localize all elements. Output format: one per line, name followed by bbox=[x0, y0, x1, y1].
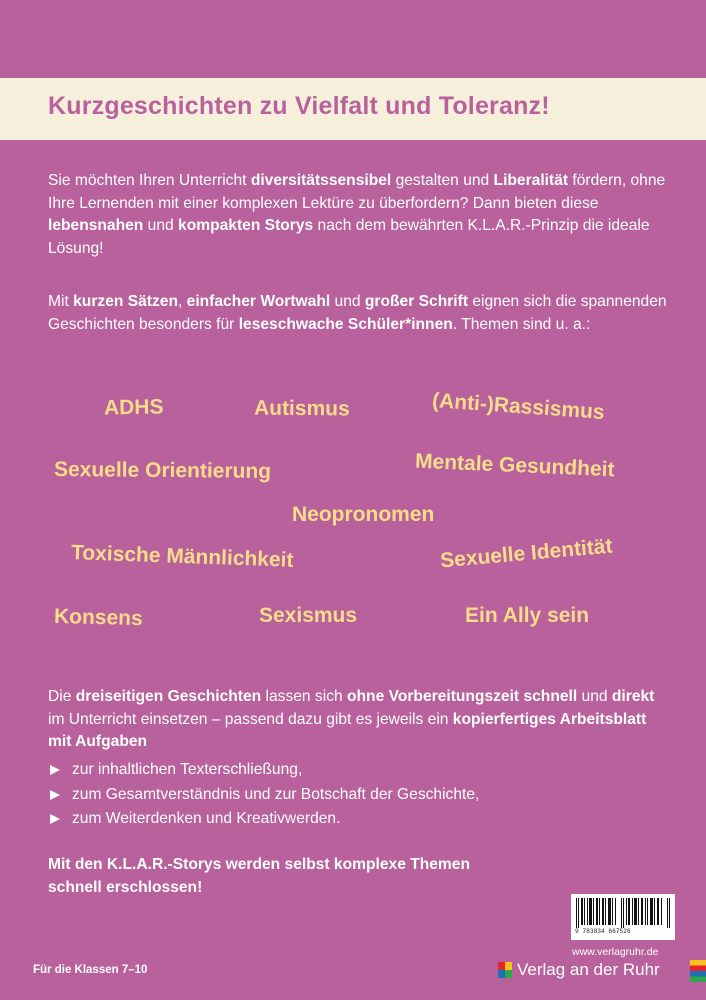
usage-text-3: und bbox=[577, 688, 612, 705]
topic-neopronomen: Neopronomen bbox=[292, 503, 435, 526]
features-text-4: eignen sich die spannenden Geschichten besonders für bbox=[48, 293, 667, 333]
barcode-digits: 9 783834 667526 bbox=[575, 928, 631, 935]
features-text-1: Mit bbox=[48, 293, 74, 310]
usage-bold-3: direkt bbox=[611, 688, 655, 705]
task-text: zum Weiterdenken und Kreativwerden. bbox=[72, 810, 341, 827]
intro-text-4: und bbox=[143, 217, 179, 234]
task-list-item bbox=[48, 758, 479, 783]
task-text: zur inhaltlichen Texterschließung, bbox=[72, 761, 303, 778]
triangle-bullet-icon bbox=[50, 790, 60, 800]
features-paragraph bbox=[48, 291, 668, 336]
topic-konsens: Konsens bbox=[53, 604, 143, 631]
publisher-name: Verlag an der Ruhr bbox=[517, 960, 660, 979]
usage-text-1: Die bbox=[48, 688, 76, 705]
usage-text-4: im Unterricht einsetzen – passend dazu gibt es jeweils ein bbox=[48, 710, 453, 728]
intro-bold-3: lebensnahen bbox=[48, 217, 144, 234]
headline: Kurzgeschichten zu Vielfalt und Toleranz! bbox=[48, 92, 550, 120]
topic-sexuelle-identitaet: Sexuelle Identität bbox=[439, 534, 614, 573]
usage-paragraph bbox=[48, 686, 668, 754]
features-bold-4: leseschwache Schüler*innen bbox=[238, 315, 453, 333]
publisher-website: www.verlagruhr.de bbox=[572, 946, 659, 958]
triangle-bullet-icon bbox=[50, 765, 60, 775]
intro-text-1: Sie möchten Ihren Unterricht bbox=[48, 172, 251, 189]
features-bold-3: großer Schrift bbox=[364, 293, 469, 310]
usage-bold-1: dreiseitigen Geschichten bbox=[75, 688, 262, 705]
topic-autismus: Autismus bbox=[253, 396, 350, 421]
color-stripes-icon bbox=[690, 960, 706, 982]
intro-bold-2: Liberalität bbox=[493, 172, 569, 189]
barcode bbox=[571, 894, 675, 940]
topic-antirassismus: (Anti-)Rassismus bbox=[431, 389, 606, 424]
publisher-mark-icon bbox=[498, 962, 512, 978]
intro-text-2: gestalten und bbox=[391, 172, 494, 189]
headline-banner bbox=[0, 78, 706, 140]
intro-text-3: fördern, ohne Ihre Lernenden mit einer komplexen Lektüre zu überfordern? Dann bieten diese bbox=[48, 172, 666, 212]
features-text-5: . Themen sind u. a.: bbox=[452, 315, 591, 333]
intro-text-5: nach dem bewährten K.L.A.R.-Prinzip die ideale Lösung! bbox=[48, 217, 650, 257]
features-text-2: , bbox=[177, 293, 187, 310]
target-grade-label: Für die Klassen 7–10 bbox=[33, 964, 148, 976]
barcode-bars-icon bbox=[576, 898, 670, 928]
intro-paragraph bbox=[48, 170, 668, 260]
features-bold-2: einfacher Wortwahl bbox=[186, 293, 331, 310]
topic-ein-ally-sein: Ein Ally sein bbox=[465, 604, 590, 627]
features-text-3: und bbox=[330, 293, 365, 310]
topic-sexismus: Sexismus bbox=[259, 604, 358, 627]
topic-mentale-gesundheit: Mentale Gesundheit bbox=[414, 449, 615, 482]
features-bold-1: kurzen Sätzen bbox=[73, 293, 178, 310]
usage-bold-4: kopierfertiges Arbeitsblatt mit Aufgaben bbox=[48, 710, 647, 750]
task-list-item bbox=[48, 783, 479, 808]
task-text: zum Gesamtverständnis und zur Botschaft der Geschichte, bbox=[72, 785, 480, 803]
usage-bold-2: ohne Vorbereitungszeit schnell bbox=[347, 688, 578, 705]
topic-adhs: ADHS bbox=[103, 395, 164, 420]
usage-text-2: lassen sich bbox=[261, 688, 347, 705]
closing-statement: Mit den K.L.A.R.-Storys werden selbst komplexe Themen schnell erschlossen! bbox=[48, 856, 470, 896]
triangle-bullet-icon bbox=[50, 814, 60, 824]
topic-sexuelle-orientierung: Sexuelle Orientierung bbox=[53, 458, 272, 483]
intro-bold-1: diversitätssensibel bbox=[250, 172, 392, 189]
task-list bbox=[48, 758, 479, 832]
task-list-item bbox=[48, 807, 479, 832]
topic-toxische-maennlichkeit: Toxische Männlichkeit bbox=[70, 541, 294, 572]
intro-bold-4: kompakten Storys bbox=[178, 217, 314, 234]
